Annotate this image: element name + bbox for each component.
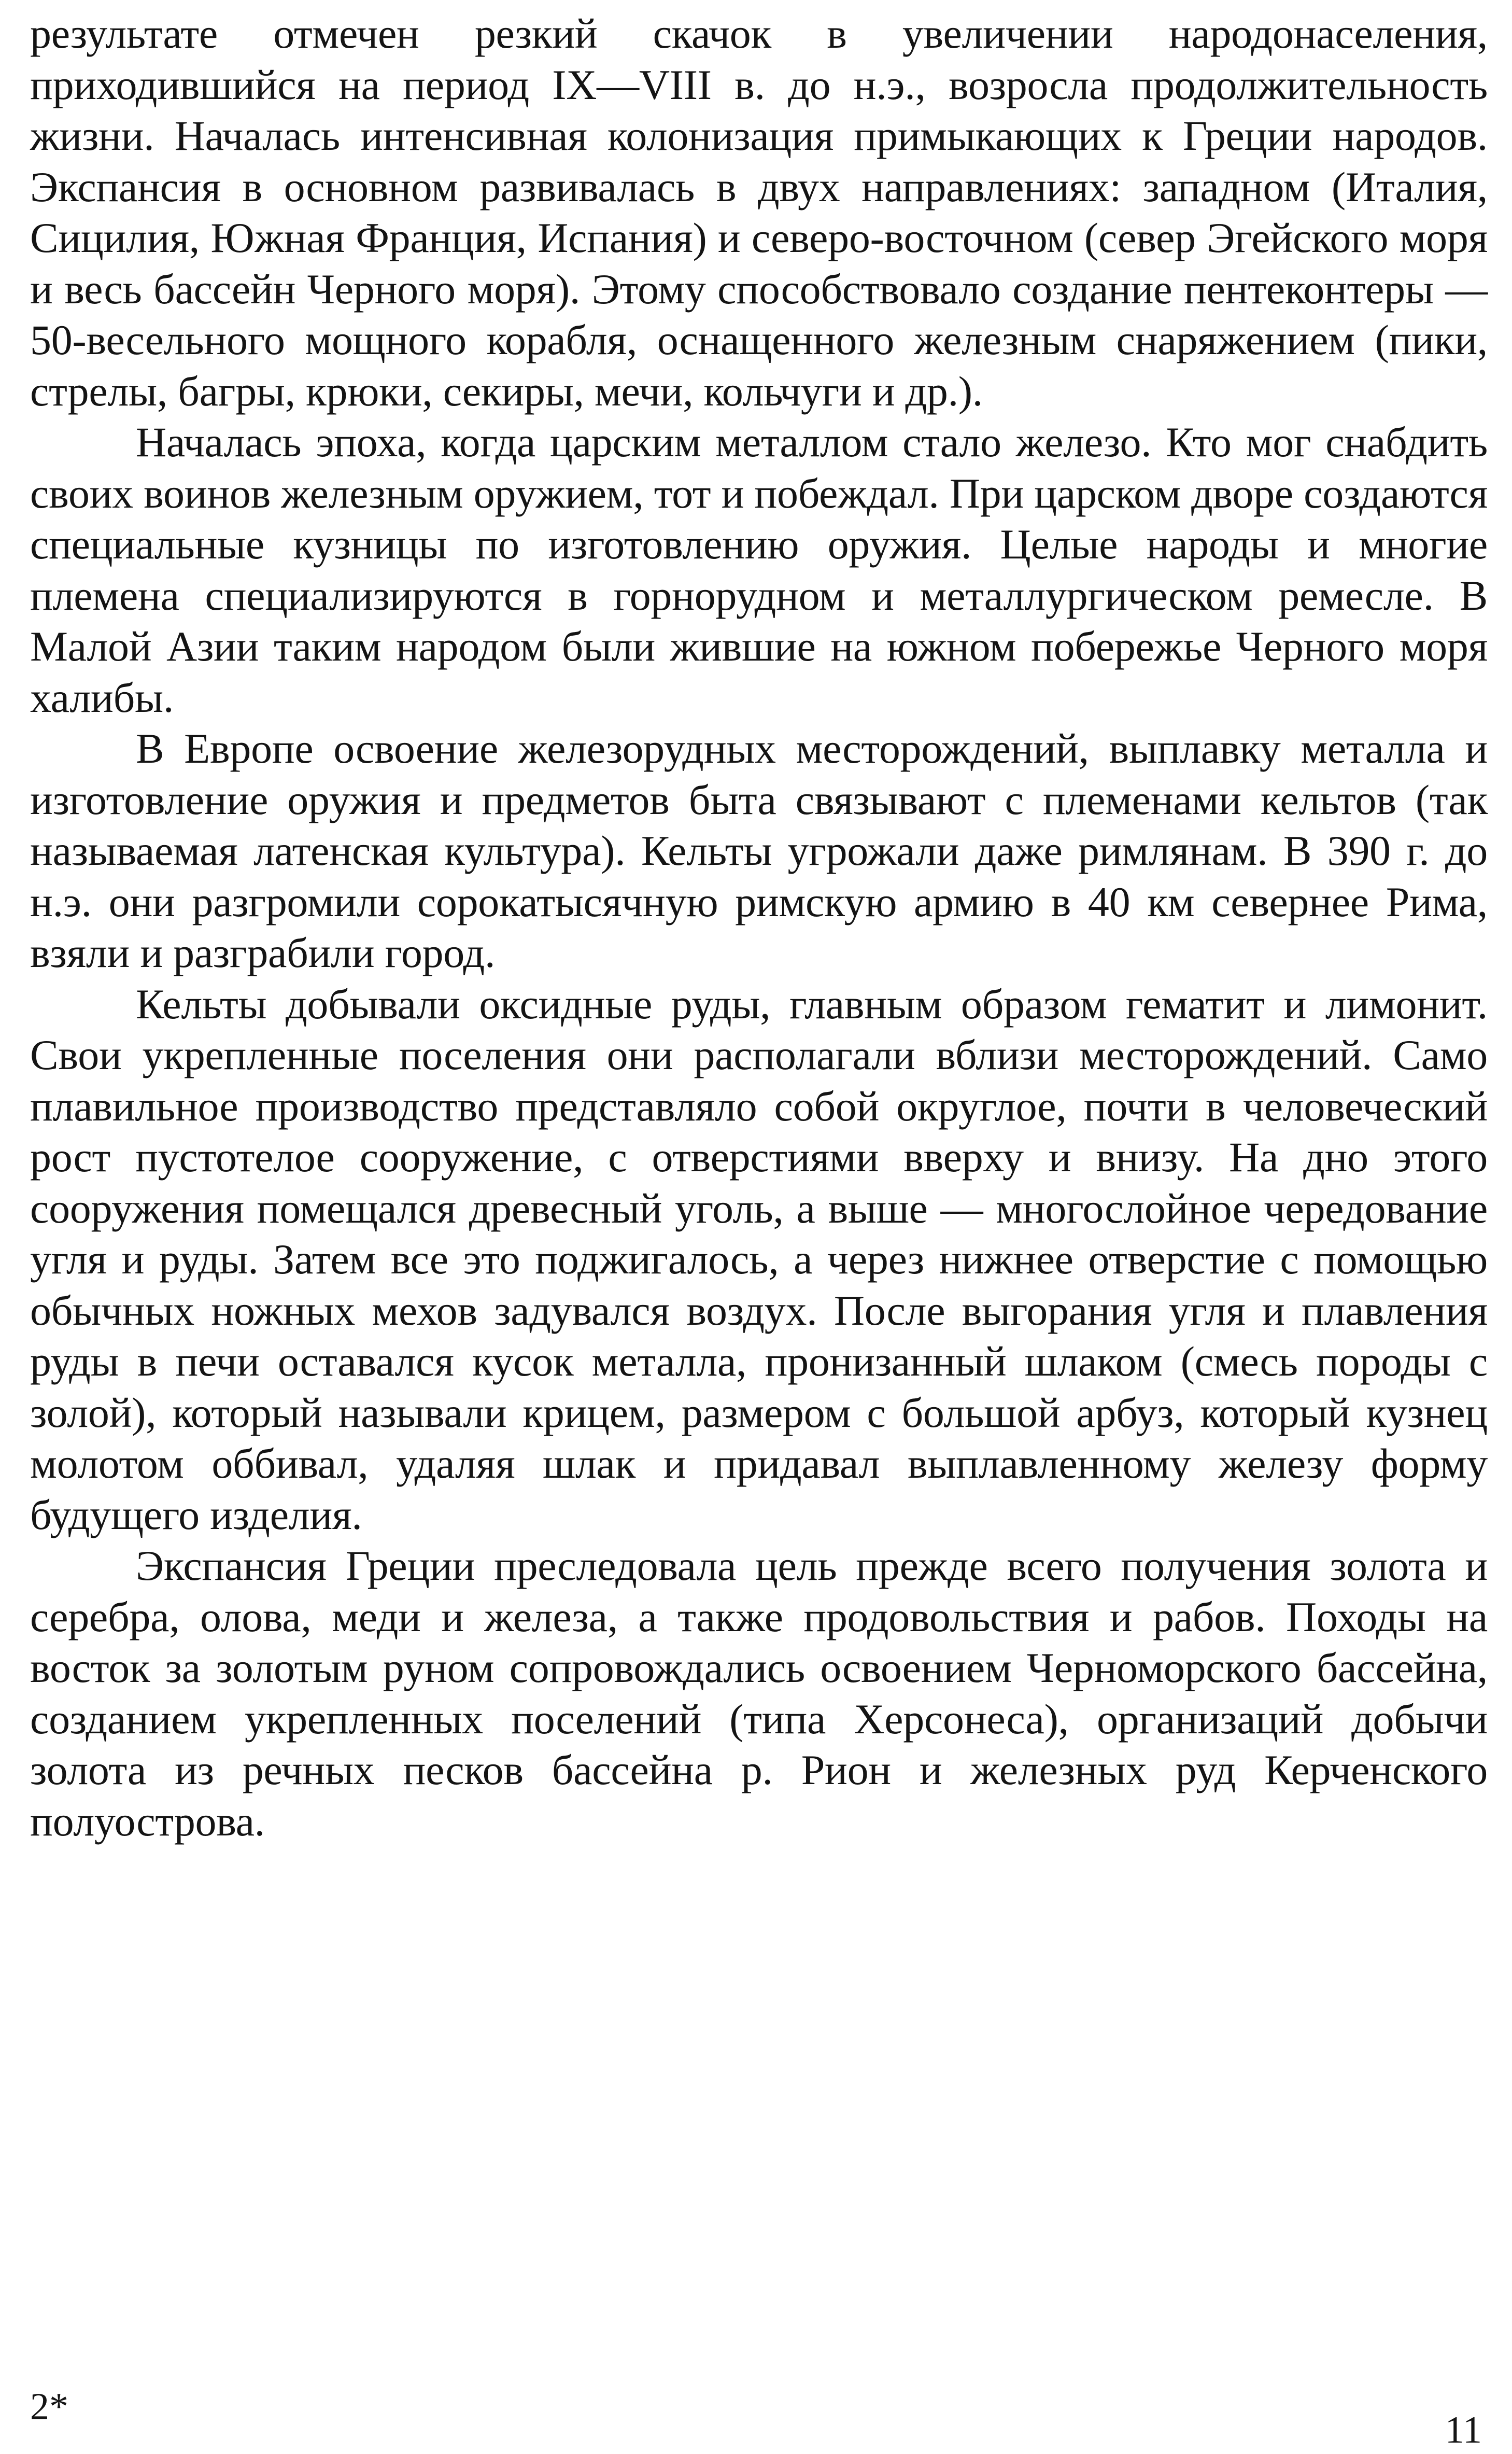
page-footer [30, 2385, 1482, 2451]
paragraph-1: результате отмечен резкий скачок в увеличении народонаселения, приходившийся на период IX—VIII в. до н.э., возросла продолжительность жизни. Началась интенсивная колонизация примыкающих к Греции народов. Экспансия в основном развивалась в двух направлениях: западном (Италия, Сицилия, Южная Франция, Испания) и северо-восточном (север Эгейского моря и весь бассейн Черного моря). Этому способствовало создание пентеконтеры — 50-весельного мощного корабля, оснащенного железным снаряжением (пики, стрелы, багры, крюки, секиры, мечи, кольчуги и др.). [30, 10, 1488, 415]
paragraph-3: В Европе освоение железорудных месторождений, выплавку металла и изготовление оружия и предметов быта связывают с племенами кельтов (так называемая латенская культура). Кельты угрожали даже римлянам. В 390 г. до н.э. они разгромили сорокатысячную римскую армию в 40 км севернее Рима, взяли и разграбили город. [30, 725, 1488, 976]
signature-mark: 2* [30, 2386, 68, 2428]
paragraph-5: Экспансия Греции преследовала цель прежде всего получения золота и серебра, олова, меди и железа, а также продовольствия и рабов. Походы на восток за золотым руном сопровождались освоением Черноморского бассейна, созданием укрепленных поселений (типа Херсонеса), организаций добычи золота из речных песков бассейна р. Рион и железных руд Керченского полуострова. [30, 1542, 1488, 1845]
body-text [30, 8, 1488, 1847]
paragraph-4: Кельты добывали оксидные руды, главным образом гематит и лимонит. Свои укрепленные поселения они располагали вблизи месторождений. Само плавильное производство представляло собой округлое, почти в человеческий рост пустотелое сооружение, с отверстиями вверху и внизу. На дно этого сооружения помещался древесный уголь, а выше — многослойное чередование угля и руды. Затем все это поджигалось, а через нижнее отверстие с помощью обычных ножных мехов задувался воздух. После выгорания угля и плавления руды в печи оставался кусок металла, пронизанный шлаком (смесь породы с золой), который называли крицем, размером с большой арбуз, который кузнец молотом оббивал, удаляя шлак и придавал выплавленному железу форму будущего изделия. [30, 980, 1488, 1538]
paragraph-2: Началась эпоха, когда царским металлом стало железо. Кто мог снабдить своих воинов железным оружием, тот и побеждал. При царском дворе создаются специальные кузницы по изготовлению оружия. Целые народы и многие племена специализируются в горнорудном и металлургическом ремесле. В Малой Азии таким народом были жившие на южном побережье Черного моря халибы. [30, 418, 1488, 721]
page-number: 11 [1445, 2409, 1482, 2451]
